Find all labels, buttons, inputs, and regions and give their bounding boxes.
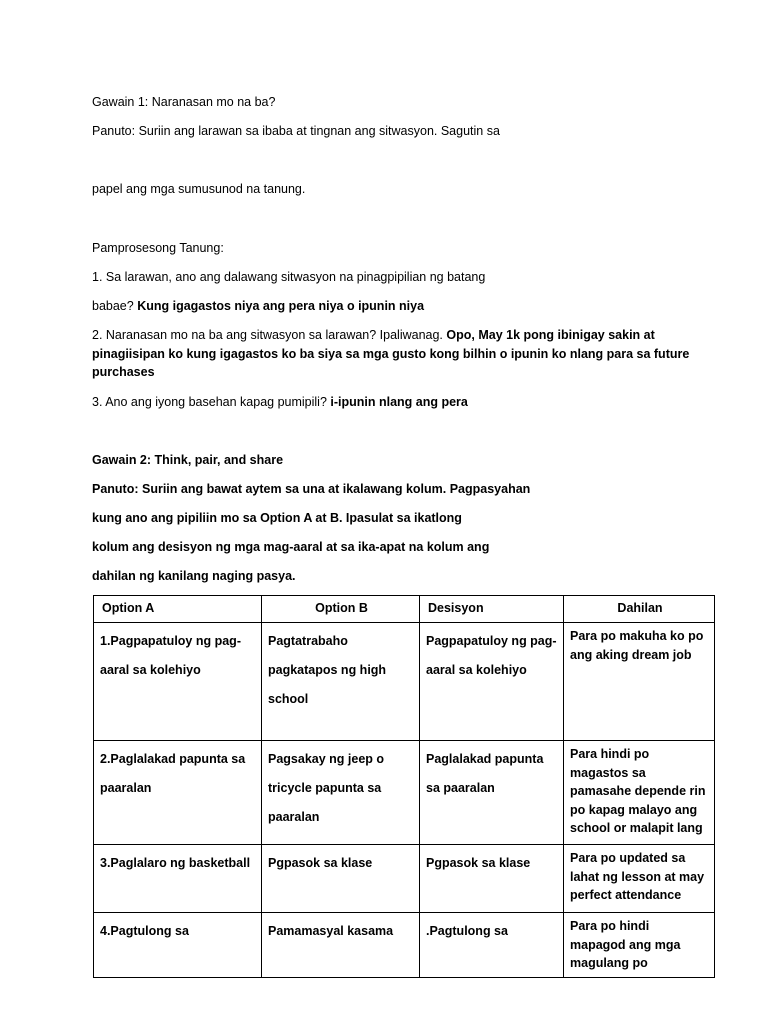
table-row [94,741,715,845]
table-row [94,623,715,741]
gawain2-title: Gawain 2: Think, pair, and share [92,453,284,467]
pamprosesong-heading: Pamprosesong Tanung: [92,241,224,255]
gawain1-panuto-line1: Panuto: Suriin ang larawan sa ibaba at tingnan ang sitwasyon. Sagutin sa [92,124,500,138]
table-cell: Pagsakay ng jeep o tricycle papunta sa paaralan [262,741,420,845]
table-cell: Para po makuha ko po ang aking dream job [564,623,715,741]
table-cell: Pagpapatuloy ng pag-aaral sa kolehiyo [420,623,564,741]
decision-table [93,595,715,978]
table-cell: 4.Pagtulong sa [94,913,262,978]
table-cell: Para hindi po magastos sa pamasahe depende rin po kapag malayo ang school or malapit lang [564,741,715,845]
header-option-a: Option A [94,596,262,623]
table-header-row [94,596,715,623]
gawain2-panuto-line2: kung ano ang pipiliin mo sa Option A at B. Ipasulat sa ikatlong [92,511,462,525]
table-cell: .Pagtulong sa [420,913,564,978]
question-2-answer: Opo, May 1k pong ibinigay sakin at pinagiisipan ko kung igagastos ko ba siya sa mga gusto kong bilhin o ipunin ko nlang para sa future purchases [92,328,690,379]
gawain1-panuto-line2: papel ang mga sumusunod na tanung. [92,182,306,196]
table-row [94,845,715,913]
gawain2-panuto-line4: dahilan ng kanilang naging pasya. [92,569,296,583]
gawain1-title: Gawain 1: Naranasan mo na ba? [92,95,276,109]
table-cell: Pgpasok sa klase [420,845,564,913]
table-cell: 1.Pagpapatuloy ng pag-aaral sa kolehiyo [94,623,262,741]
question-2 [92,326,692,382]
table-cell: Paglalakad papunta sa paaralan [420,741,564,845]
question-1-line2 [92,297,424,315]
header-option-b: Option B [262,596,420,623]
header-desisyon: Desisyon [420,596,564,623]
table-cell: 2.Paglalakad papunta sa paaralan [94,741,262,845]
table-cell: Para po updated sa lahat ng lesson at may perfect attendance [564,845,715,913]
question-1-answer: Kung igagastos niya ang pera niya o ipunin niya [137,299,425,313]
question-3-text: 3. Ano ang iyong basehan kapag pumipili? [92,395,331,409]
question-1-line1: 1. Sa larawan, ano ang dalawang sitwasyon na pinagpipilian ng batang [92,270,486,284]
question-1-prefix: babae? [92,299,138,313]
question-3 [92,393,468,411]
table-cell: Pagtatrabaho pagkatapos ng high school [262,623,420,741]
table-row [94,913,715,978]
header-dahilan: Dahilan [564,596,715,623]
question-3-answer: i-ipunin nlang ang pera [330,395,468,409]
question-2-text: 2. Naranasan mo na ba ang sitwasyon sa larawan? Ipaliwanag. [92,328,447,342]
table-cell: Pamamasyal kasama [262,913,420,978]
table-cell: Pgpasok sa klase [262,845,420,913]
table-cell: 3.Paglalaro ng basketball [94,845,262,913]
gawain2-panuto-line3: kolum ang desisyon ng mga mag-aaral at sa ika-apat na kolum ang [92,540,490,554]
gawain2-panuto-line1: Panuto: Suriin ang bawat aytem sa una at ikalawang kolum. Pagpasyahan [92,482,531,496]
table-cell: Para po hindi mapagod ang mga magulang po [564,913,715,978]
